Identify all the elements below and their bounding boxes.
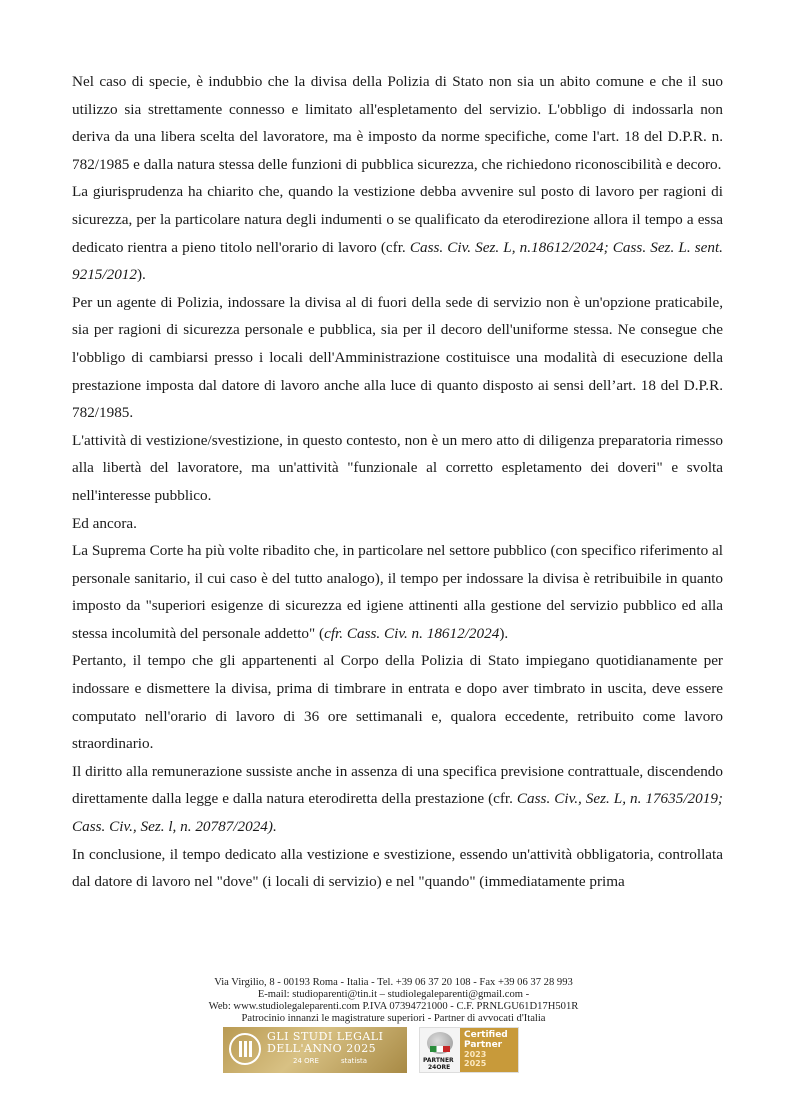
partner-text: Partner: [464, 1040, 503, 1050]
footer-email: E-mail: studioparenti@tin.it – studiolegaleparenti@gmail.com -: [257, 989, 530, 1000]
citation: cfr. Cass. Civ. n. 18612/2024: [324, 624, 500, 642]
citation: Cass. Civ., Sez. L, n. 17635/2019; Cass. Civ., Sez. l, n. 20787/2024).: [72, 790, 723, 836]
paragraph: [72, 178, 723, 288]
certified-partner-badge: [419, 1027, 519, 1073]
paragraph: [72, 647, 723, 757]
paragraph-text: In conclusione, il tempo dedicato alla vestizione e svestizione, essendo un'attività obbligatoria, controllata dal datore di lavoro nel "dove" (i locali di servizio) e nel "quando" (immediatamente prima: [72, 845, 723, 891]
paragraph: [72, 68, 723, 178]
year-end: 2025: [464, 1059, 487, 1068]
paragraph-text: Per un agente di Polizia, indossare la divisa al di fuori della sede di servizio non è un'opzione praticabile, sia per ragioni di sicurezza personale e pubblica, sia per il decoro dell'uniforme stessa. Ne consegue che l'obbligo di cambiarsi presso i locali dell'Amministrazione costituisce una modalità di esecuzione della prestazione imposta dal datore di lavoro anche alla luce di quanto disposto ai sensi dell’art. 18 del D.P.R. 782/1985.: [72, 293, 723, 422]
footer-patrocinio: Patrocinio innanzi le magistrature superiori - Partner di avvocati d'Italia: [241, 1013, 546, 1024]
certified-label: [460, 1028, 518, 1072]
paragraph: [72, 537, 723, 647]
year-start: 2023: [464, 1050, 487, 1059]
italy-flag-icon: [430, 1046, 450, 1052]
paragraph: [72, 427, 723, 510]
award-source2: statista: [341, 1057, 368, 1065]
paragraph-text: Il diritto alla remunerazione sussiste anche in assenza di una specifica previsione contrattuale, discendendo direttamente dalla legge e dalla natura eterodiretta della prestazione (cfr.: [72, 762, 723, 808]
award-source1: 24 ORE: [293, 1057, 319, 1065]
award-line1: GLI STUDI LEGALI: [267, 1030, 384, 1043]
footer: [0, 977, 787, 1025]
footer-badges: [223, 1027, 519, 1073]
paragraph-text: La Suprema Corte ha più volte ribadito che, in particolare nel settore pubblico (con specifico riferimento al personale sanitario, il cui caso è del tutto analogo), il tempo per indossare la divisa è retribuibile in quanto imposto da "superiori esigenze di sicurezza ed igiene attinenti alla gestione del servizio pubblico ed alla stessa incolumità del personale addetto" (: [72, 542, 723, 642]
partner-brand: 24ORE: [428, 1064, 451, 1071]
partner-logo: [420, 1028, 460, 1072]
paragraph-text: Pertanto, il tempo che gli appartenenti al Corpo della Polizia di Stato impiegano quotidianamente per indossare e dismettere la divisa, prima di timbrare in entrata e dopo aver timbrato in uscita, deve essere computato nell'orario di lavoro di 36 ore settimanali e, qualora eccedente, retribuito come lavoro straordinario.: [72, 652, 723, 753]
certified-text: Certified: [464, 1030, 508, 1040]
award-line2: DELL'ANNO 2025: [267, 1042, 377, 1055]
citation: Cass. Civ. Sez. L, n.18612/2024; Cass. Sez. L. sent. 9215/2012: [72, 238, 723, 284]
paragraph-text: L'attività di vestizione/svestizione, in questo contesto, non è un mero atto di diligenza preparatoria rimesso alla libertà del lavoratore, ma un'attività "funzionale al corretto espletamento dei doveri" e svolta nell'interesse pubblico.: [72, 431, 723, 504]
paragraph-text: ).: [499, 624, 509, 642]
paragraph: [72, 289, 723, 427]
document-body: [72, 68, 723, 896]
paragraph-text: Nel caso di specie, è indubbio che la divisa della Polizia di Stato non sia un abito comune e che il suo utilizzo sia strettamente connesso e limitato all'espletamento del servizio. L'obbligo di indossarla non deriva da una libera scelta del lavoratore, ma è imposto da norme specifiche, come l'art. 18 del D.P.R. n. 782/1985 e dalla natura stessa delle funzioni di pubblica sicurezza, che richiedono riconoscibilità e decoro.: [72, 73, 723, 173]
footer-web: Web: www.studiolegaleparenti.com P.IVA 07394721000 - C.F. PRNLGU61D17H501R: [208, 1001, 579, 1012]
paragraph: [72, 510, 723, 538]
partner-label: PARTNER: [423, 1057, 454, 1064]
paragraph-text: ).: [136, 266, 146, 284]
paragraph: [72, 758, 723, 841]
footer-address: Via Virgilio, 8 - 00193 Roma - Italia - Tel. +39 06 37 20 108 - Fax +39 06 37 28 993: [214, 977, 573, 988]
paragraph-text: Ed ancora.: [72, 514, 137, 532]
paragraph-text: La giurisprudenza ha chiarito che, quando la vestizione debba avvenire sul posto di lavoro per ragioni di sicurezza, per la particolare natura degli indumenti o se qualificato da eterodirezione allora il tempo a essa dedicato rientra a pieno titolo nell'orario di lavoro (cfr.: [72, 183, 723, 256]
award-badge: [223, 1027, 407, 1073]
paragraph: [72, 841, 723, 896]
columns-logo-icon: [229, 1033, 261, 1065]
